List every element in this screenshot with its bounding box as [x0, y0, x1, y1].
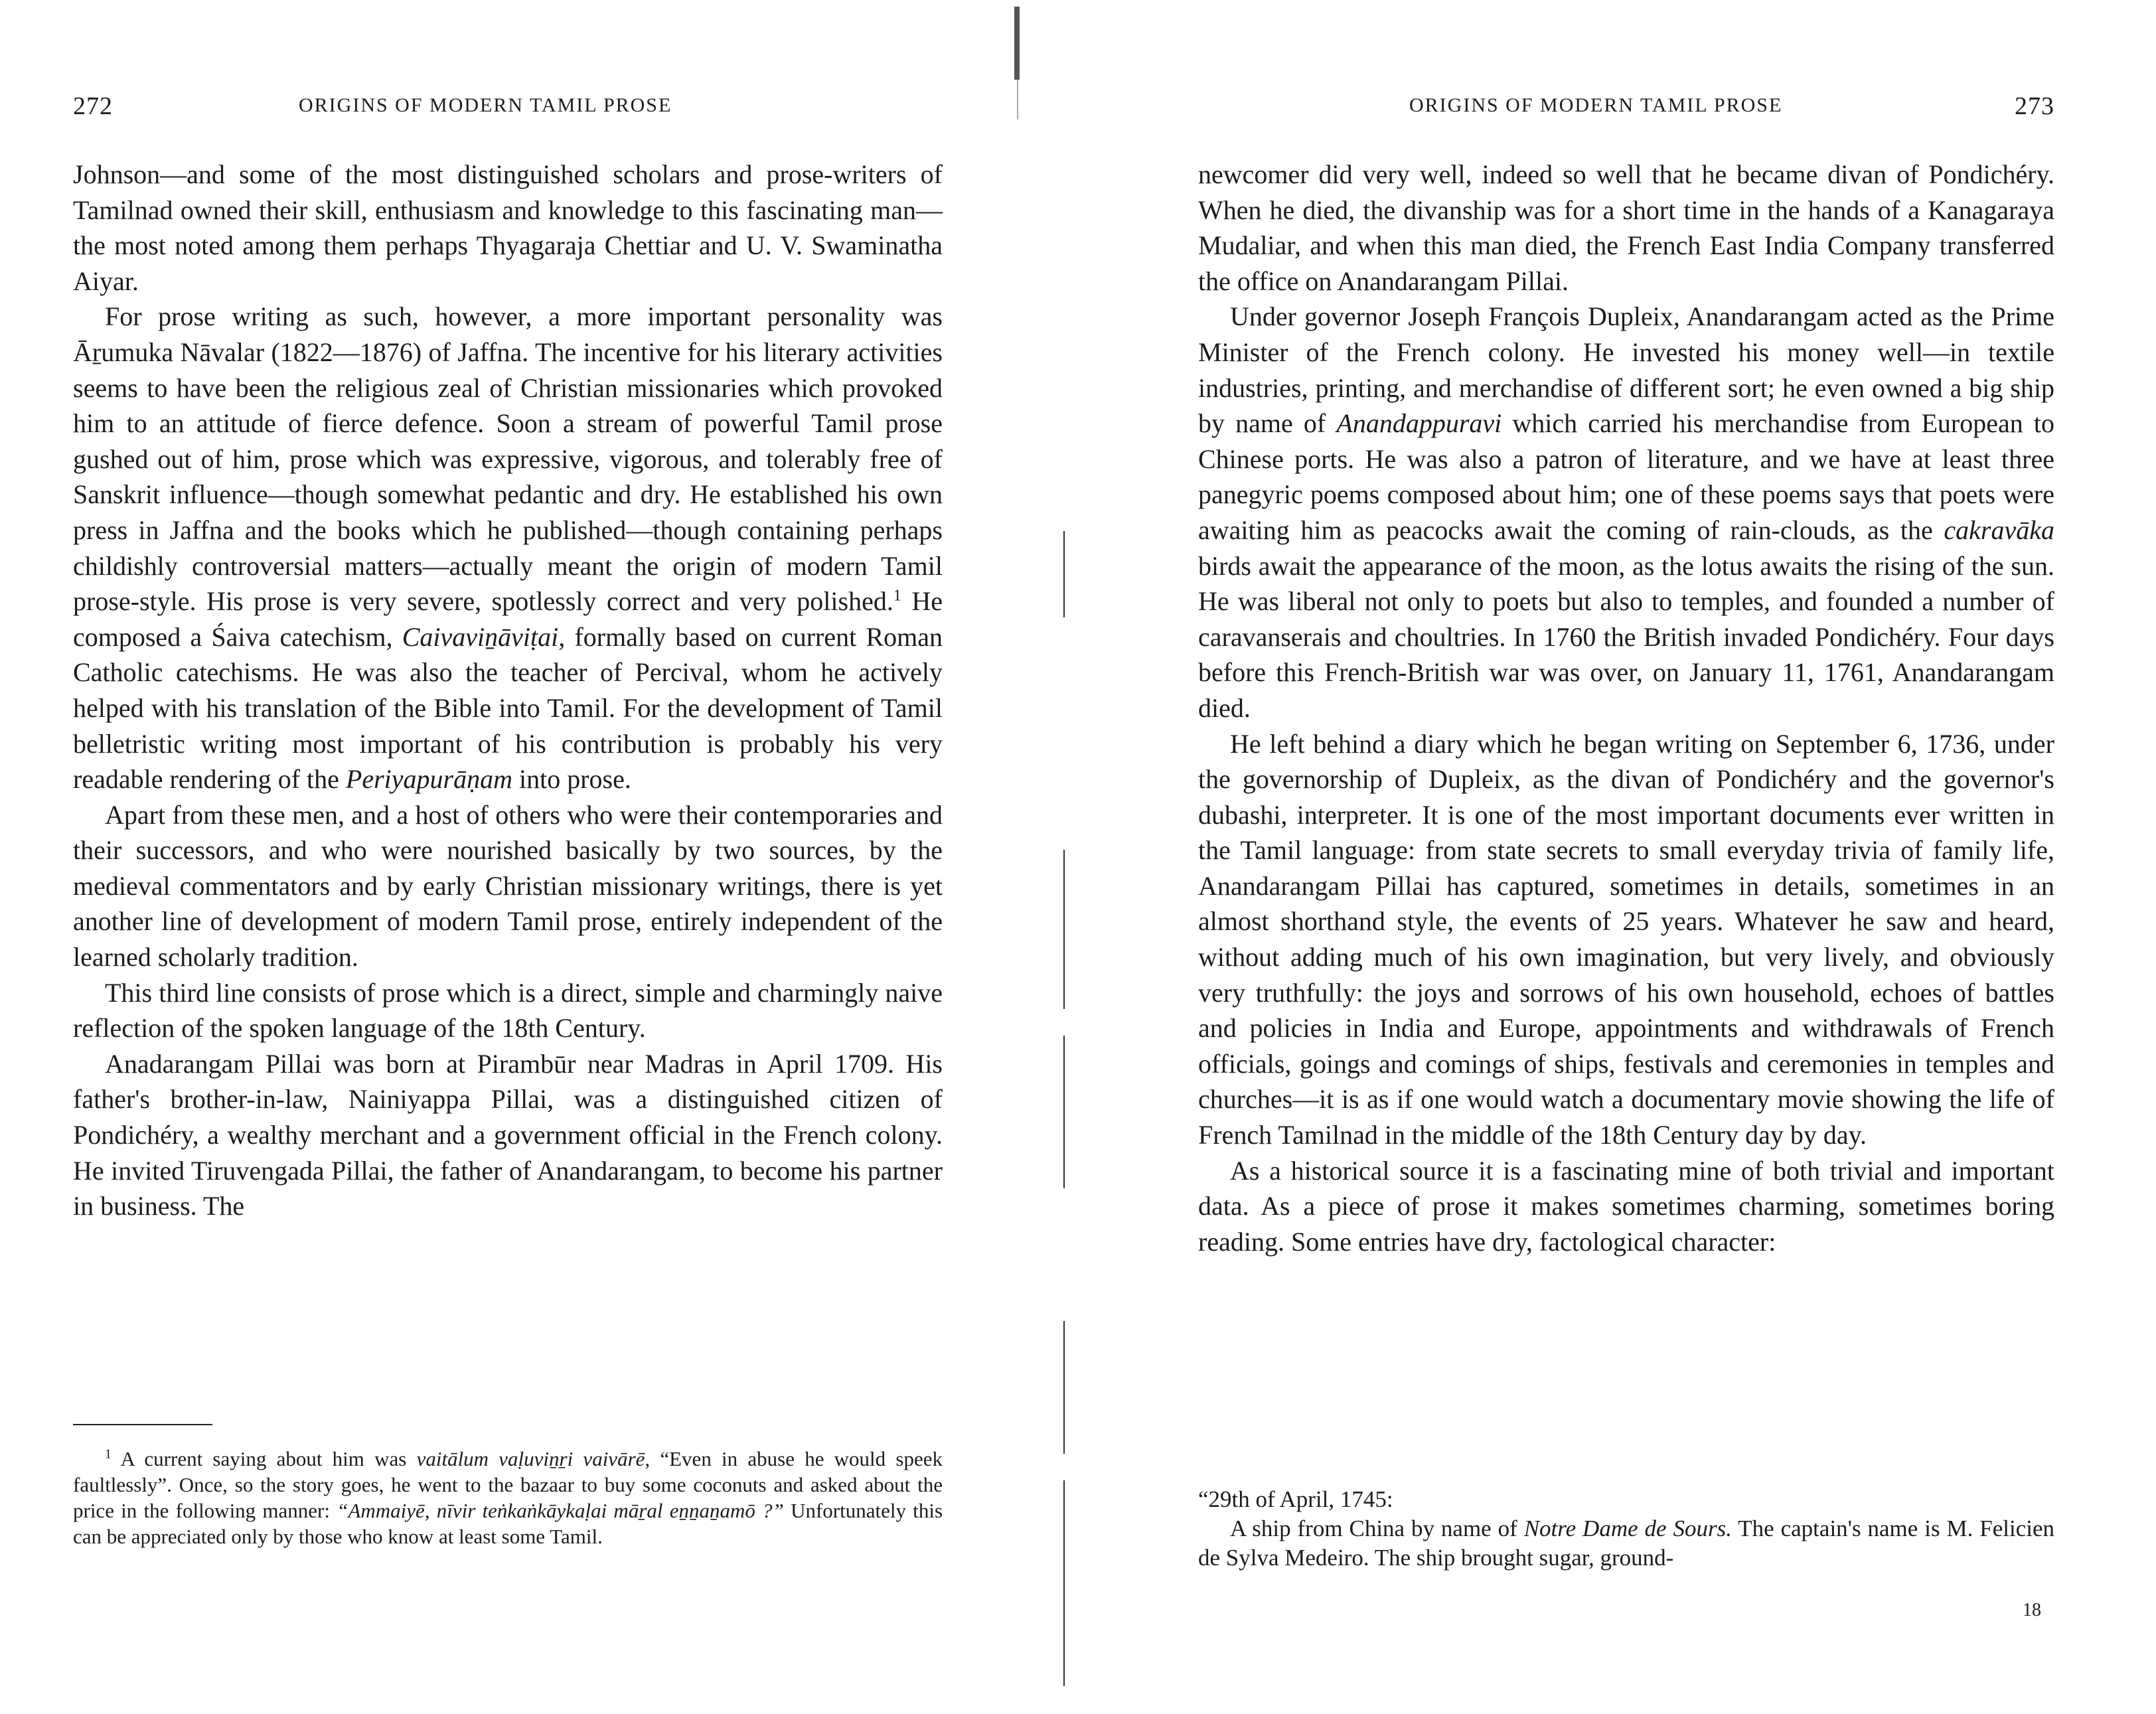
right-p2-italic-bird: cakravāka [1944, 514, 2054, 545]
footnote-italic-1: vaitālum vaḷuviṉṟi vaivārē, [416, 1447, 651, 1470]
left-p2-text-c: formally based on current Roman Catholic catechisms. He was also the teacher of Percival, whom he actively helped with his translation of the Bible into Tamil. For the development of Tamil belletristic writing most important of his contribution is probably his very readable rendering of the [73, 621, 943, 795]
left-paragraph-4: This third line consists of prose which is a direct, simple and charmingly naive reflection of the spoken language of the 18th Century. [73, 977, 943, 1044]
gutter-line-5 [1063, 1480, 1065, 1686]
gutter-line-3 [1063, 1036, 1065, 1188]
diary-entry [1198, 1485, 2054, 1573]
left-paragraph-2 [73, 299, 943, 797]
footnote-marker: 1 [105, 1446, 112, 1462]
gutter-shadow-top [1014, 7, 1020, 80]
left-page-body [73, 157, 943, 1224]
right-page-header [1198, 92, 2054, 125]
gutter-line-1 [1063, 531, 1065, 617]
diary-entry-date: “29th of April, 1745: [1198, 1486, 1393, 1512]
right-p2-text-c: birds await the appearance of the moon, as the lotus awaits the rising of the sun. He was liberal not only to poets but also to temples, and founded a number of caravanserais and choultries. In 1760 the British invaded Pondichéry. Four days before this French-British war was over, on January 11, 1761, Anandarangam died. [1198, 550, 2054, 723]
right-paragraph-1: newcomer did very well, indeed so well that he became divan of Pondichéry. When he died, the divanship was for a short time in the hands of a Kanagaraya Mudaliar, and when this man died, the French East India Company transferred the office on Anandarangam Pillai. [1198, 159, 2054, 296]
signature-mark: 18 [2023, 1600, 2041, 1620]
footnote-text-a: A current saying about him was [112, 1447, 417, 1470]
right-p2-text-a: Under governor Joseph François Dupleix, Anandarangam acted as the Prime Minister of the French colony. He invested his money well—in textile industries, printing, and merchandise of different sort; he even owned a big ship by name of [1198, 301, 2054, 439]
footnote-italic-2: “Ammaiyē, nīvir teṅkaṅkāykaḷai māṟal eṉṉaṉamō ?” [337, 1499, 784, 1522]
right-paragraph-2 [1198, 299, 2054, 726]
left-paragraph-3: Apart from these men, and a host of others who were their contemporaries and their successors, and who were nourished basically by two sources, by the medieval commentators and by early Christian missionary writings, there is yet another line of development of modern Tamil prose, entirely independent of the learned scholarly tradition. [73, 799, 943, 973]
right-p2-italic-ship: Anandappuravi [1336, 408, 1502, 439]
right-paragraph-3: He left behind a diary which he began writing on September 6, 1736, under the governorship of Dupleix, as the divan of Pondichéry and the governor's dubashi, interpreter. It is one of the most important documents ever written in the Tamil language: from state secrets to small everyday trivia of family life, Anandarangam Pillai has captured, sometimes in details, sometimes in an almost shorthand style, the events of 25 years. Whatever he saw and heard, without adding much of his own imagination, but very lively, and obviously very truthfully: the joys and sorrows of his own household, echoes of battles and policies in India and Europe, appointments and withdrawals of French officials, goings and comings of ships, festivals and ceremonies in temples and churches—it is as if one would watch a documentary movie showing the life of French Tamilnad in the middle of the 18th Century day by day. [1198, 728, 2054, 1150]
left-page-number: 272 [73, 92, 113, 120]
gutter-line-2 [1063, 850, 1065, 1009]
left-p2-italic-title-2: Periyapurāṇam [345, 764, 512, 795]
left-paragraph-1: Johnson—and some of the most distinguished scholars and prose-writers of Tamilnad owned their skill, enthusiasm and knowledge to this fascinating man—the most noted among them perhaps Thyagaraja Chettiar and U. V. Swaminatha Aiyar. [73, 159, 943, 296]
left-p2-italic-title-1: Caivaviṉāviṭai, [402, 621, 566, 652]
left-p2-text-b: He composed a Śaiva catechism, [73, 586, 943, 652]
left-p2-text-d: into prose. [512, 764, 631, 795]
diary-entry-text [1198, 1514, 2054, 1573]
diary-entry-ship-name: Notre Dame de Sours. [1523, 1516, 1732, 1541]
left-page [73, 0, 943, 1714]
footnote-text-b: “Even in abuse he would speek faultlessly”. Once, so the story goes, he went to the bazaar to buy some coconuts and asked about the price in the following manner: [73, 1447, 943, 1522]
footnote [73, 1446, 943, 1549]
gutter-shadow-fade [1017, 80, 1018, 119]
footnote-text-c: Unfortunately this can be appreciated only by those who know at least some Tamil. [73, 1499, 943, 1548]
left-paragraph-5: Anadarangam Pillai was born at Pirambūr near Madras in April 1709. His father's brother-in-law, Nainiyappa Pillai, was a distinguished citizen of Pondichéry, a wealthy merchant and a government official in the French colony. He invited Tiruvengada Pillai, the father of Anandarangam, to become his partner in business. The [73, 1048, 943, 1221]
gutter-line-4 [1063, 1321, 1065, 1454]
left-running-head: ORIGINS OF MODERN TAMIL PROSE [299, 94, 672, 116]
right-page-number: 273 [2015, 92, 2054, 120]
right-page [1198, 0, 2054, 1714]
diary-entry-text-a: A ship from China by name of [1230, 1516, 1524, 1541]
right-running-head: ORIGINS OF MODERN TAMIL PROSE [1409, 94, 1783, 116]
diary-entry-text-b: The captain's name is M. Felicien de Sylva Medeiro. The ship brought sugar, ground- [1198, 1516, 2055, 1571]
right-page-body [1198, 157, 2054, 1259]
left-page-header [73, 92, 943, 125]
footnote-divider [73, 1424, 212, 1425]
book-gutter [1010, 0, 1050, 1714]
right-paragraph-4: As a historical source it is a fascinating mine of both trivial and important data. As a piece of prose it makes sometimes charming, sometimes boring reading. Some entries have dry, factological character: [1198, 1155, 2054, 1257]
footnote-ref-1: 1 [893, 587, 901, 605]
footnote-text [73, 1446, 943, 1549]
right-p2-text-b: which carried his merchandise from European to Chinese ports. He was also a patron of literature, and we have at least three panegyric poems composed about him; one of these poems says that poets were awaiting him as peacocks await the coming of rain-clouds, as the [1198, 408, 2054, 545]
left-p2-text-a: For prose writing as such, however, a more important personality was Āṟumuka Nāvalar (1822—1876) of Jaffna. The incentive for his literary activities seems to have been the religious zeal of Christian missionaries which provoked him to an attitude of fierce defence. Soon a stream of powerful Tamil prose gushed out of him, prose which was expressive, vigorous, and tolerably free of Sanskrit influence—though somewhat pedantic and dry. He established his own press in Jaffna and the books which he published—though containing perhaps childishly controversial matters—actually meant the origin of modern Tamil prose-style. His prose is very severe, spotlessly correct and very polished. [73, 301, 943, 617]
